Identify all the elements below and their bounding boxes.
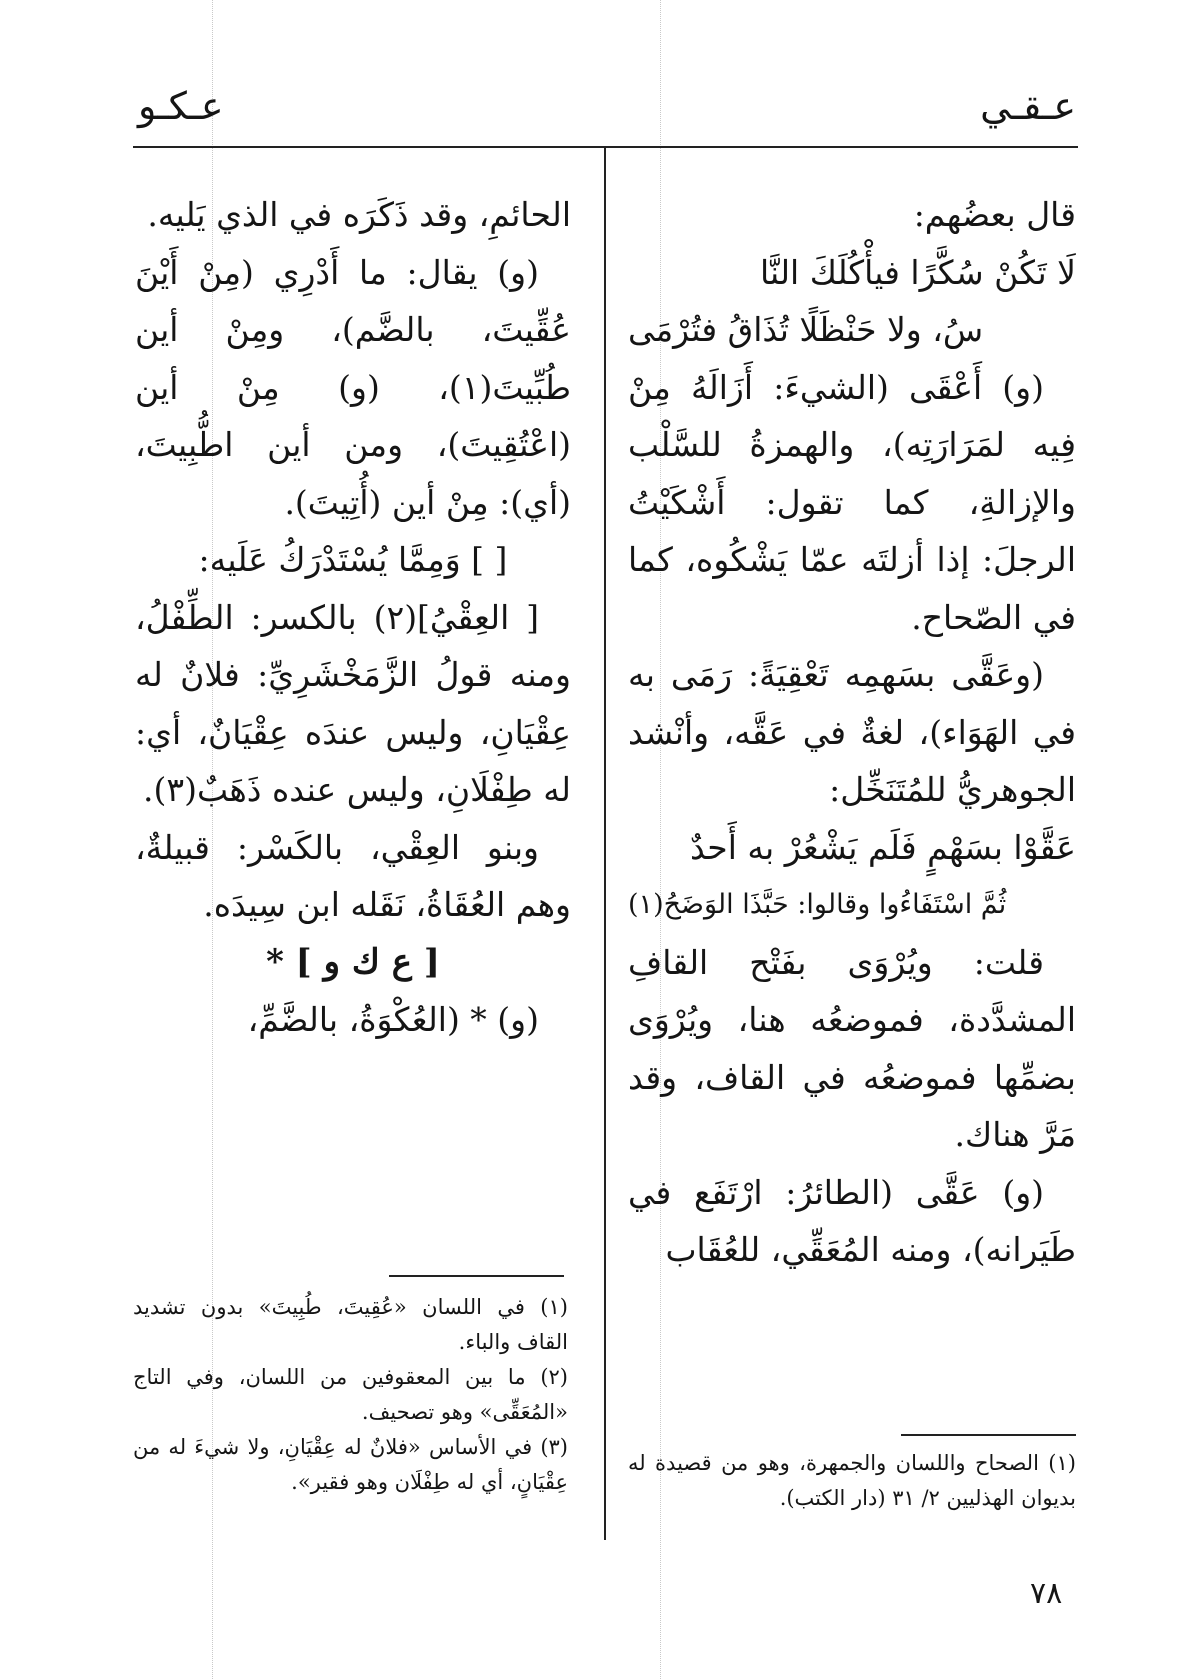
paragraph: (و) أَعْقَى (الشيءَ: أَزَالَهُ مِنْ فِيه لمَرَارَتِه)، والهمزةُ للسَّلْب والإزالةِ، كما تقول: أَشْكَيْتُ الرجلَ: إذا أزلتَه عمّا يَشْكُوه، كما في الصّحاح.	[628, 367, 1076, 637]
paragraph: الحائمِ، وقد ذَكَرَه في الذي يَليه.	[147, 195, 571, 234]
footnote-rule	[901, 1434, 1076, 1436]
footnote: (١) الصحاح واللسان والجمهرة، وهو من قصيدة له بديوان الهذليين ٢/ ٣١ (دار الكتب).	[628, 1451, 1076, 1510]
footnote: (١) في اللسان «عُقِيتَ، طُبِيتَ» بدون تشديد القاف والباء.	[133, 1295, 568, 1354]
right-column	[628, 186, 1076, 1279]
footnotes-left	[133, 1290, 568, 1500]
footnote-rule	[389, 1275, 564, 1277]
paragraph: وبنو العِقْي، بالكَسْر: قبيلةٌ، وهم العُقَاةُ، نَقَله ابن سِيدَه.	[135, 827, 571, 924]
footnotes-right	[628, 1446, 1076, 1516]
running-head-left: عـكـو	[138, 84, 224, 128]
left-column	[135, 186, 571, 1049]
verse-line: عَقَّوْا بسَهْمٍ فَلَم يَشْعُرْ به أَحدٌ	[689, 827, 1076, 867]
subheading: [ ] وَمِمَّا يُسْتَدْرَكُ عَلَيه:	[198, 540, 508, 579]
paragraph: قال بعضُهم:	[913, 195, 1076, 234]
paragraph: (و) يقال: ما أَدْرِي (مِنْ أَيْنَ عُقِّيتَ، بالضَّم)، ومِنْ أين طُبِّيتَ(١)، (و) مِنْ أين (اعْتُقِيتَ)، ومن أين اطُّبِيتَ، (أي): مِنْ أين (أُتِيتَ).	[135, 252, 571, 522]
footnote: (٣) في الأساس «فلانٌ له عِقْيَانِ، ولا شيءَ له من عِقْيَانٍ، أي له طِفْلَان وهو فقير».	[133, 1435, 568, 1494]
entry-heading: [ ع ك و ] *	[266, 941, 440, 982]
column-separator	[604, 148, 606, 1540]
paragraph: [ العِقْيُ](٢) بالكسر: الطِّفْلُ، ومنه قولُ الزَّمَخْشَرِيِّ: فلانٌ له عِقْيَانِ، وليس عندَه عِقْيَانٌ، أي: له طِفْلَانِ، وليس عنده ذَهَبٌ(٣).	[135, 597, 571, 809]
paragraph: (و) عَقَّى (الطائرُ: ارْتَفَع في طَيَرانه)، ومنه المُعَقِّي، للعُقَاب	[628, 1172, 1076, 1269]
verse-line: لَا تَكُنْ سُكَّرًا فيأْكُلَكَ النَّا	[759, 252, 1076, 292]
footnote: (٢) ما بين المعقوفين من اللسان، وفي التاج «المُعَقِّى» وهو تصحيف.	[133, 1365, 568, 1424]
page-number: ٧٨	[1030, 1576, 1063, 1611]
paragraph: (وعَقَّى بسَهمِه تَعْقِيَةً: رَمَى به في الهَوَاء)، لغةٌ في عَقَّه، وأنْشد الجوهريُّ للمُتَنَخِّل:	[628, 655, 1076, 809]
paragraph: (و) * (العُكْوَةُ، بالضَّمِّ،	[247, 1000, 539, 1039]
verse-line: سُ، ولا حَنْظَلًا تُذَاقُ فتُرْمَى	[628, 310, 984, 349]
paragraph: قلت: ويُرْوَى بفَتْح القافِ المشدَّدة، فموضعُه هنا، ويُرْوَى بضمِّها فموضعُه في القاف، وقد مَرَّ هناك.	[628, 942, 1076, 1154]
verse-line: ثُمَّ اسْتَفَاءُوا وقالوا: حَبَّذَا الوَضَحُ(١)	[628, 889, 1007, 920]
running-head-right: عـقـي	[980, 84, 1076, 128]
